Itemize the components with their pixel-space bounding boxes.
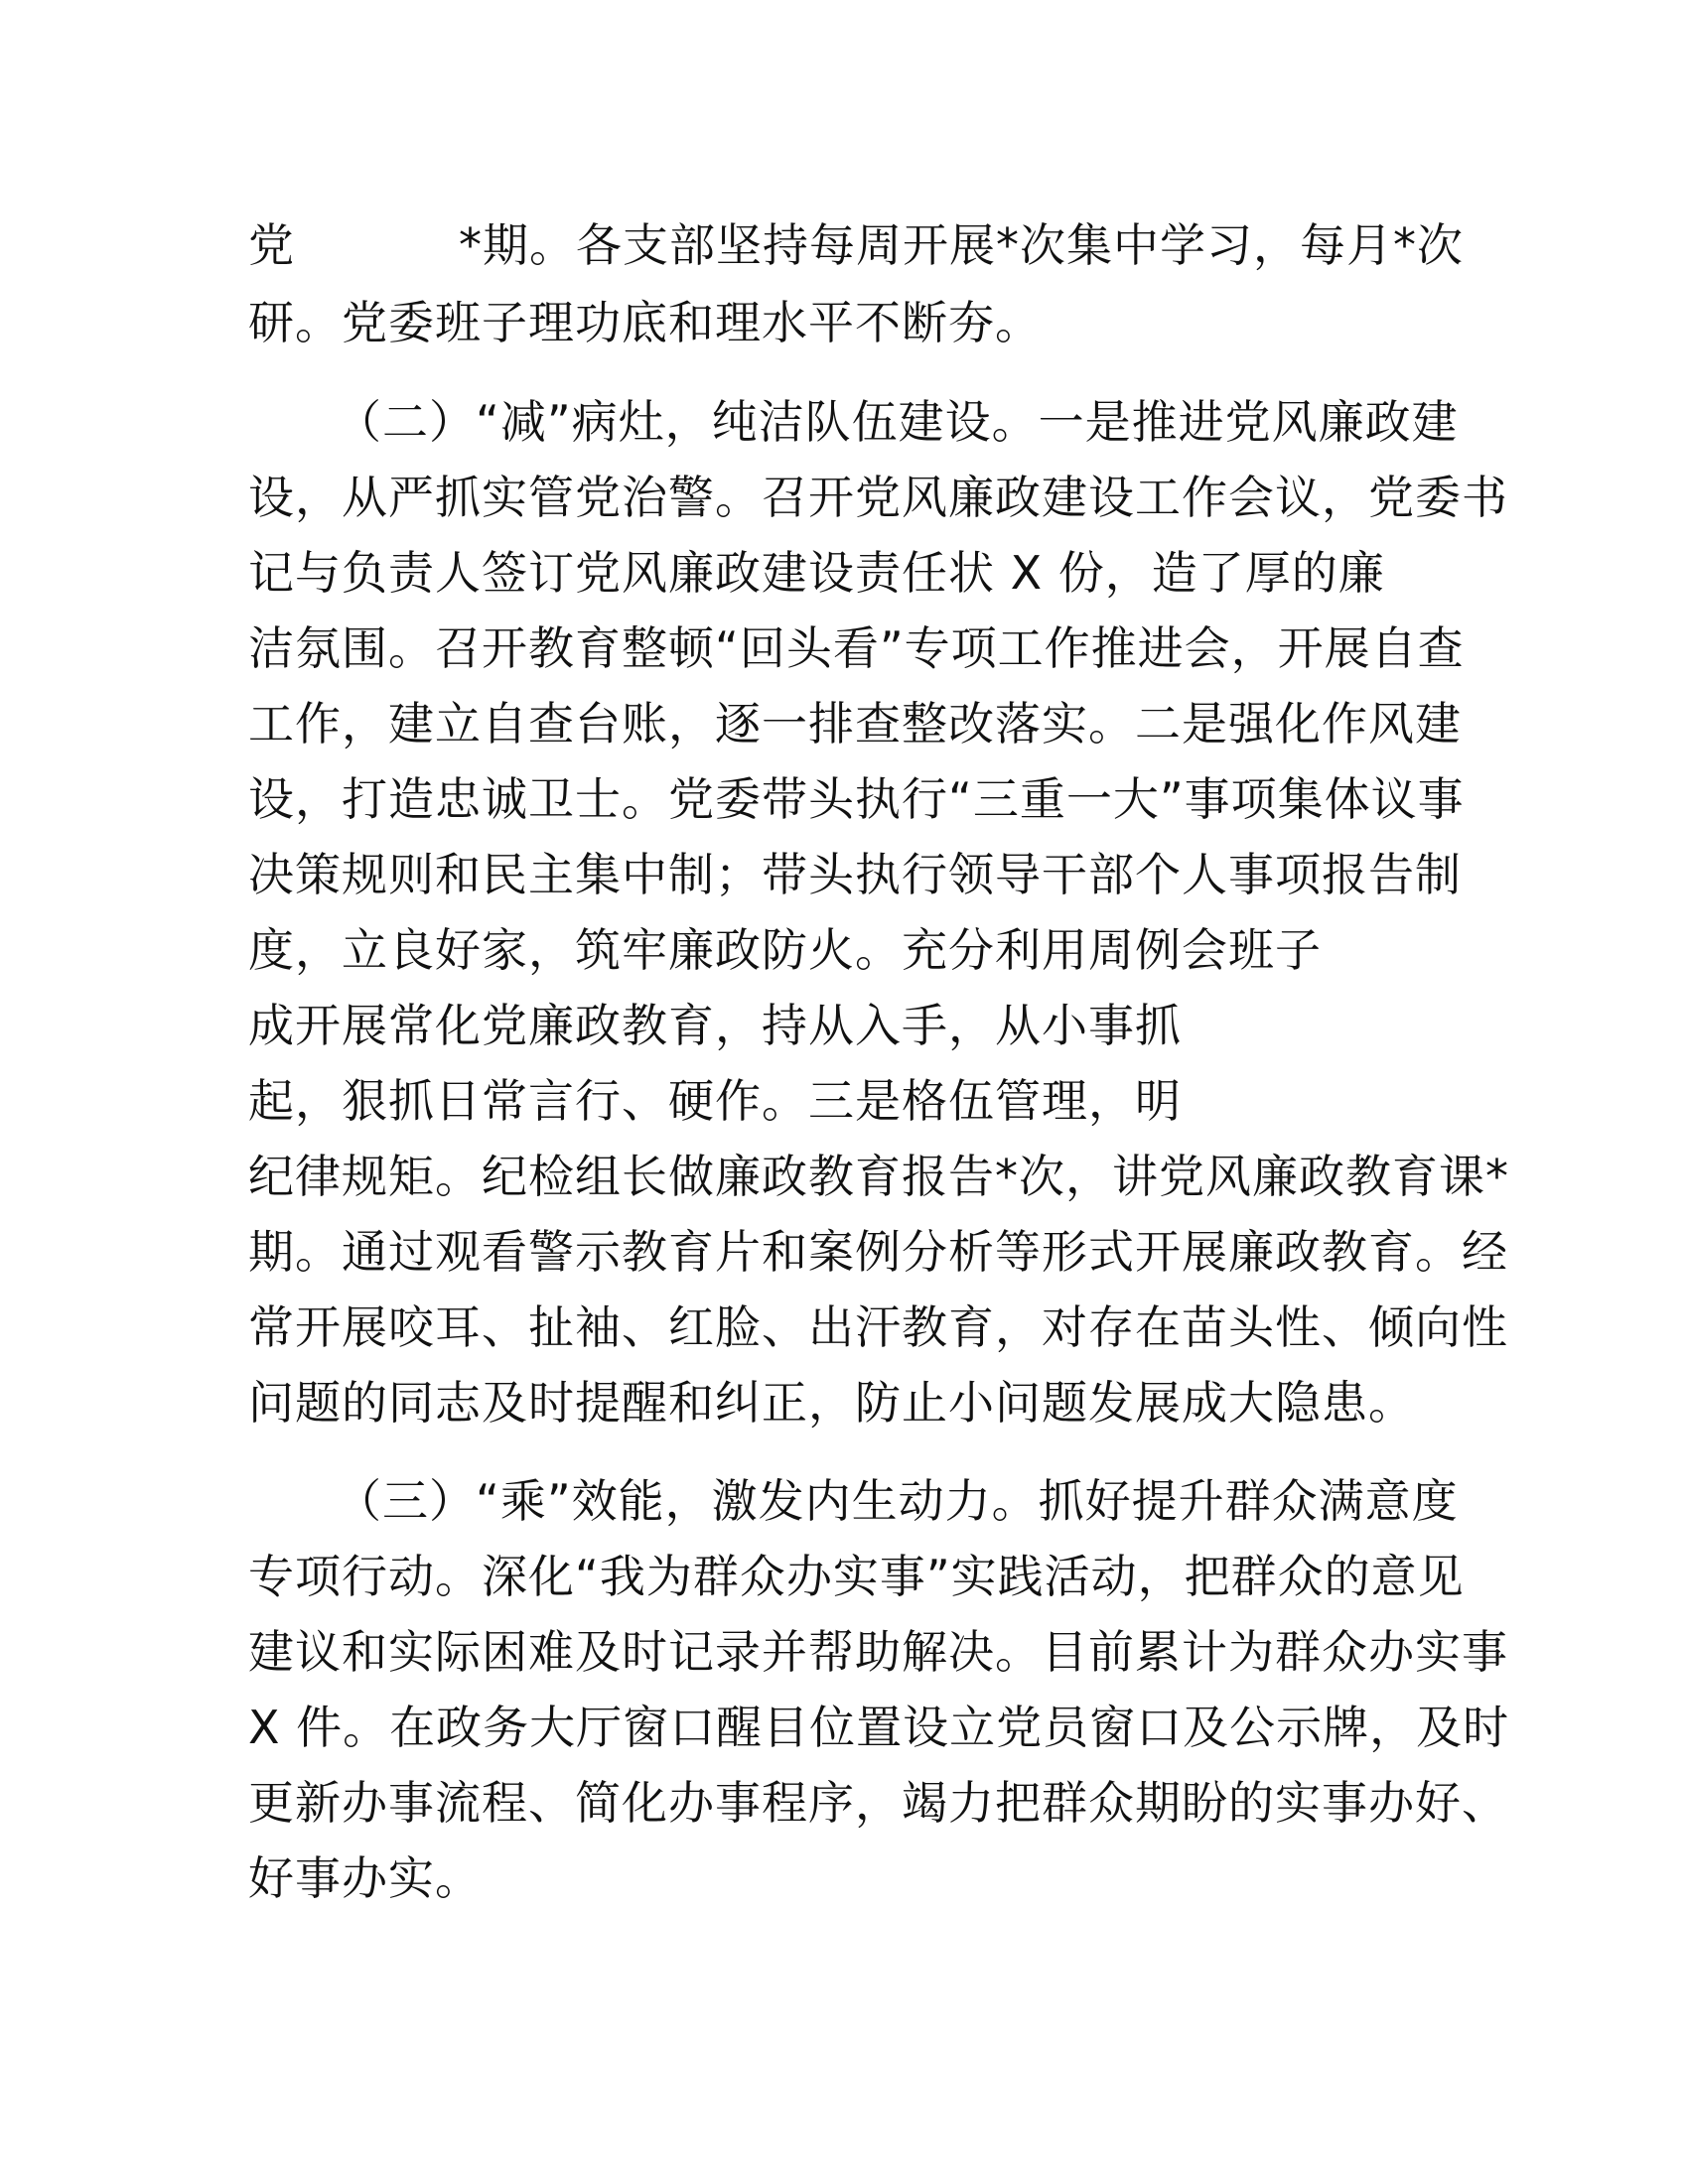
text-line: 期。通过观看警示教育片和案例分析等形式开展廉政教育。经 — [248, 1225, 1508, 1279]
text-line: 好事办实。 — [248, 1851, 482, 1905]
text-line: 研。党委班子理功底和理水平不断夯。 — [248, 296, 1042, 349]
paragraph-start-line: （二）“减”病灶，纯洁队伍建设。一是推进党风廉政建 — [336, 395, 1459, 449]
text-line: X 件。在政务大厅窗口醒目位置设立党员窗口及公示牌，及时 — [248, 1701, 1510, 1754]
text-line: 工作，建立自查台账，逐一排查整改落实。二是强化作风建 — [248, 697, 1462, 751]
text-line: 记与负责人签订党风廉政建设责任状 X 份，造了厚的廉 — [248, 546, 1385, 600]
text-line: 建议和实际困难及时记录并帮助解决。目前累计为群众办实事 — [248, 1625, 1508, 1679]
text-line: 专项行动。深化“我为群众办实事”实践活动，把群众的意见 — [248, 1550, 1465, 1603]
text-line: 问题的同志及时提醒和纠正，防止小问题发展成大隐患。 — [248, 1376, 1415, 1430]
text-line: 纪律规矩。纪检组长做廉政教育报告*次，讲党风廉政教育课* — [248, 1150, 1509, 1203]
text-fragment: 党 — [248, 218, 295, 272]
text-line: 常开展咬耳、扯袖、红脸、出汗教育，对存在苗头性、倾向性 — [248, 1300, 1508, 1354]
text-line: 设，从严抓实管党治警。召开党风廉政建设工作会议，党委书 — [248, 471, 1508, 524]
text-line: 设，打造忠诚卫士。党委带头执行“三重一大”事项集体议事 — [248, 772, 1465, 826]
text-line: 决策规则和民主集中制；带头执行领导干部个人事项报告制 — [248, 848, 1462, 901]
text-line: 洁氛围。召开教育整顿“回头看”专项工作推进会，开展自查 — [248, 621, 1465, 675]
text-line: 成开展常化党廉政教育，持从入手，从小事抓 — [248, 999, 1182, 1052]
paragraph-start-line: （三）“乘”效能，激发内生动力。抓好提升群众满意度 — [336, 1474, 1459, 1528]
text-line: 更新办事流程、简化办事程序，竭力把群众期盼的实事办好、 — [248, 1776, 1508, 1830]
text-fragment: *期。各支部坚持每周开展*次集中学习，每月*次 — [459, 218, 1464, 272]
text-line — [248, 215, 1464, 275]
text-line: 度，立良好家，筑牢廉政防火。充分利用周例会班子 — [248, 923, 1322, 977]
text-line: 起，狠抓日常言行、硬作。三是格伍管理，明 — [248, 1074, 1182, 1128]
